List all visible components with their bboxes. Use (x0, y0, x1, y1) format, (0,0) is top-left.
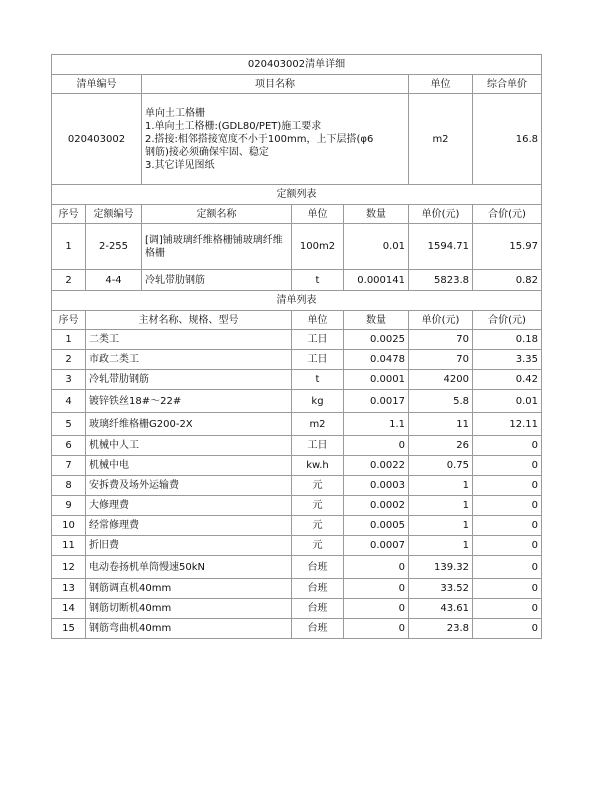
material-price: 23.8 (409, 619, 473, 639)
material-row (52, 516, 542, 536)
material-row (52, 599, 542, 619)
material-total: 0 (473, 599, 542, 619)
material-price: 1 (409, 516, 473, 536)
material-unit: kg (292, 390, 344, 413)
quota-qty: 0.01 (344, 224, 409, 270)
material-name: 大修理费 (86, 496, 292, 516)
quota-header-qty: 数量 (344, 205, 409, 224)
material-name: 钢筋弯曲机40mm (86, 619, 292, 639)
item-unit: m2 (409, 94, 473, 185)
quota-header-name: 定额名称 (142, 205, 292, 224)
material-qty: 0.0022 (344, 456, 409, 476)
material-seq: 13 (52, 579, 86, 599)
material-unit: t (292, 370, 344, 390)
material-name: 钢筋切断机40mm (86, 599, 292, 619)
material-name: 玻璃纤维格栅G200-2X (86, 413, 292, 436)
material-seq: 3 (52, 370, 86, 390)
material-seq: 7 (52, 456, 86, 476)
material-unit: 工日 (292, 436, 344, 456)
material-price: 0.75 (409, 456, 473, 476)
quota-header-seq: 序号 (52, 205, 86, 224)
material-unit: 元 (292, 476, 344, 496)
item-desc-line: 钢筋)接必须确保牢固、稳定 (145, 146, 269, 158)
material-unit: 元 (292, 496, 344, 516)
quota-price: 1594.71 (409, 224, 473, 270)
material-unit: 元 (292, 516, 344, 536)
material-qty: 0.0005 (344, 516, 409, 536)
quota-total: 0.82 (473, 270, 542, 291)
material-total: 12.11 (473, 413, 542, 436)
item-desc-line: 单向土工格栅 (145, 107, 205, 119)
material-qty: 0.0007 (344, 536, 409, 556)
material-qty: 0.0478 (344, 350, 409, 370)
material-row (52, 579, 542, 599)
material-unit: 工日 (292, 330, 344, 350)
quota-unit: 100m2 (292, 224, 344, 270)
material-seq: 1 (52, 330, 86, 350)
material-row (52, 456, 542, 476)
material-row (52, 436, 542, 456)
material-qty: 0.0002 (344, 496, 409, 516)
material-price: 5.8 (409, 390, 473, 413)
material-seq: 8 (52, 476, 86, 496)
quota-header-unit: 单位 (292, 205, 344, 224)
item-code: 020403002 (52, 94, 142, 185)
quota-code: 2-255 (86, 224, 142, 270)
material-price: 1 (409, 536, 473, 556)
material-price: 1 (409, 476, 473, 496)
quota-header-price: 单价(元) (409, 205, 473, 224)
materials-section-title: 清单列表 (52, 291, 542, 311)
material-name: 钢筋调直机40mm (86, 579, 292, 599)
materials-header-price: 单价(元) (409, 311, 473, 330)
material-unit: 元 (292, 536, 344, 556)
material-unit: m2 (292, 413, 344, 436)
material-row (52, 496, 542, 516)
materials-header-qty: 数量 (344, 311, 409, 330)
quota-code: 4-4 (86, 270, 142, 291)
material-name: 二类工 (86, 330, 292, 350)
quota-header-row (52, 205, 542, 224)
material-name: 安拆费及场外运输费 (86, 476, 292, 496)
quota-section-row (52, 185, 542, 205)
header-price: 综合单价 (473, 75, 542, 94)
material-qty: 0.0025 (344, 330, 409, 350)
detail-sheet (51, 54, 541, 639)
materials-header-unit: 单位 (292, 311, 344, 330)
material-total: 0 (473, 476, 542, 496)
material-total: 0.18 (473, 330, 542, 350)
sheet-title: 020403002清单详细 (52, 55, 542, 75)
quota-header-code: 定额编号 (86, 205, 142, 224)
material-row (52, 476, 542, 496)
material-total: 0.01 (473, 390, 542, 413)
quota-name: [调]铺玻璃纤维格栅铺玻璃纤维格栅 (142, 224, 292, 270)
item-price: 16.8 (473, 94, 542, 185)
quota-row (52, 224, 542, 270)
material-qty: 0 (344, 579, 409, 599)
material-row (52, 350, 542, 370)
material-total: 0 (473, 579, 542, 599)
material-row (52, 413, 542, 436)
material-unit: 工日 (292, 350, 344, 370)
material-qty: 0 (344, 436, 409, 456)
detail-table (51, 54, 542, 639)
material-unit: 台班 (292, 599, 344, 619)
material-seq: 4 (52, 390, 86, 413)
material-seq: 9 (52, 496, 86, 516)
material-unit: 台班 (292, 579, 344, 599)
quota-row (52, 270, 542, 291)
material-seq: 12 (52, 556, 86, 579)
quota-qty: 0.000141 (344, 270, 409, 291)
material-total: 0 (473, 556, 542, 579)
material-name: 机械中电 (86, 456, 292, 476)
quota-name: 冷轧带肋钢筋 (142, 270, 292, 291)
item-desc-line: 3.其它详见图纸 (145, 159, 215, 171)
material-total: 0 (473, 496, 542, 516)
header-code: 清单编号 (52, 75, 142, 94)
material-row (52, 536, 542, 556)
material-price: 43.61 (409, 599, 473, 619)
material-price: 1 (409, 496, 473, 516)
material-qty: 0.0001 (344, 370, 409, 390)
material-total: 0 (473, 516, 542, 536)
quota-seq: 1 (52, 224, 86, 270)
material-name: 机械中人工 (86, 436, 292, 456)
material-total: 0 (473, 536, 542, 556)
material-row (52, 330, 542, 350)
material-total: 3.35 (473, 350, 542, 370)
material-row (52, 556, 542, 579)
material-name: 电动卷扬机单筒慢速50kN (86, 556, 292, 579)
material-price: 70 (409, 350, 473, 370)
quota-price: 5823.8 (409, 270, 473, 291)
item-row (52, 94, 542, 185)
materials-header-seq: 序号 (52, 311, 86, 330)
item-description (142, 94, 409, 185)
item-header-row (52, 75, 542, 94)
material-price: 11 (409, 413, 473, 436)
material-name: 冷轧带肋钢筋 (86, 370, 292, 390)
materials-section-row (52, 291, 542, 311)
material-unit: kw.h (292, 456, 344, 476)
material-price: 26 (409, 436, 473, 456)
material-name: 镀锌铁丝18#～22# (86, 390, 292, 413)
material-row (52, 619, 542, 639)
material-seq: 14 (52, 599, 86, 619)
material-total: 0 (473, 619, 542, 639)
quota-seq: 2 (52, 270, 86, 291)
quota-total: 15.97 (473, 224, 542, 270)
material-name: 经常修理费 (86, 516, 292, 536)
materials-header-row (52, 311, 542, 330)
item-desc-line: 2.搭接:相邻搭接宽度不小于100mm，上下层搭(φ6 (145, 133, 374, 145)
item-desc-line: 1.单向土工格栅:(GDL80/PET)施工要求 (145, 120, 322, 132)
material-qty: 0 (344, 599, 409, 619)
quota-unit: t (292, 270, 344, 291)
material-seq: 2 (52, 350, 86, 370)
material-unit: 台班 (292, 619, 344, 639)
material-seq: 6 (52, 436, 86, 456)
material-price: 4200 (409, 370, 473, 390)
material-qty: 0 (344, 619, 409, 639)
material-qty: 0 (344, 556, 409, 579)
material-row (52, 370, 542, 390)
material-name: 市政二类工 (86, 350, 292, 370)
quota-header-total: 合价(元) (473, 205, 542, 224)
header-unit: 单位 (409, 75, 473, 94)
material-name: 折旧费 (86, 536, 292, 556)
title-row (52, 55, 542, 75)
materials-header-name: 主材名称、规格、型号 (86, 311, 292, 330)
material-price: 70 (409, 330, 473, 350)
material-price: 33.52 (409, 579, 473, 599)
material-qty: 0.0017 (344, 390, 409, 413)
material-total: 0.42 (473, 370, 542, 390)
materials-header-total: 合价(元) (473, 311, 542, 330)
material-row (52, 390, 542, 413)
material-price: 139.32 (409, 556, 473, 579)
material-qty: 0.0003 (344, 476, 409, 496)
detail-table-body (52, 55, 542, 639)
material-seq: 11 (52, 536, 86, 556)
material-seq: 5 (52, 413, 86, 436)
material-seq: 15 (52, 619, 86, 639)
material-qty: 1.1 (344, 413, 409, 436)
material-unit: 台班 (292, 556, 344, 579)
material-total: 0 (473, 456, 542, 476)
material-total: 0 (473, 436, 542, 456)
material-seq: 10 (52, 516, 86, 536)
header-name: 项目名称 (142, 75, 409, 94)
quota-section-title: 定额列表 (52, 185, 542, 205)
